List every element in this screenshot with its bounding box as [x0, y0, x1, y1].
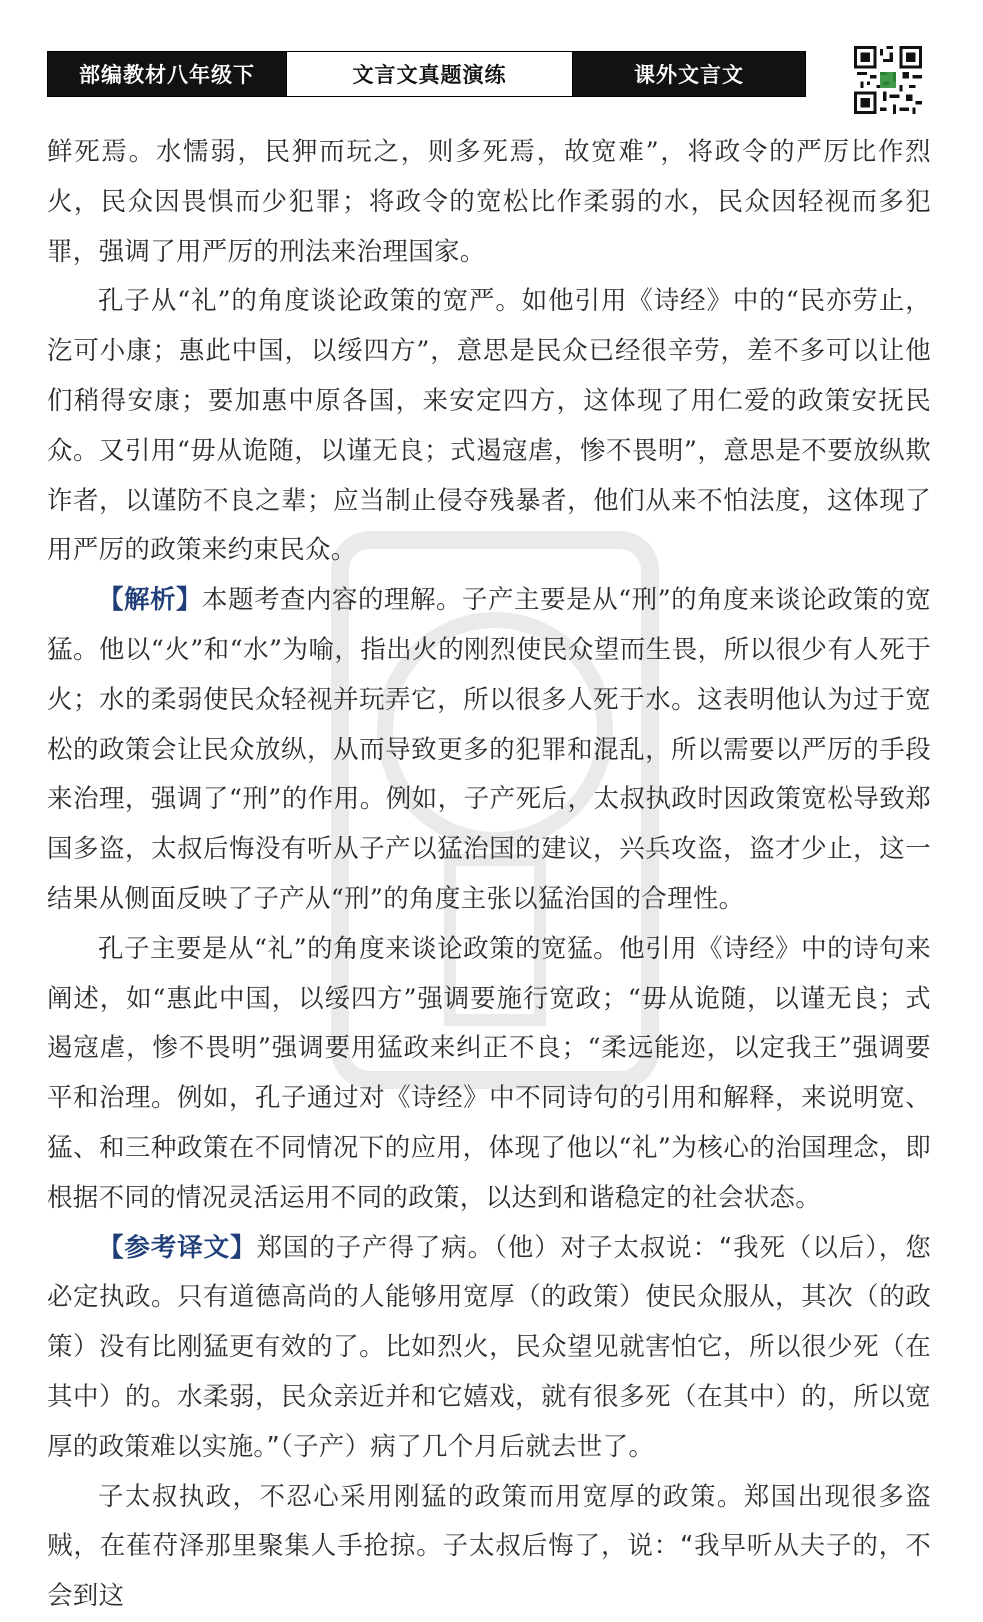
header-title: 文言文真题演练: [286, 52, 573, 96]
qr-code-icon: [854, 46, 922, 114]
paragraph-text: 本题考查内容的理解。子产主要是从“刑”的角度来谈论政策的宽猛。他以“火”和“水”为喻，指出火的刚烈使民众望而生畏，所以很少有人死于火；水的柔弱使民众轻视并玩弄它，所以很多人死于水。这表明他认为过于宽松的政策会让民众放纵，从而导致更多的犯罪和混乱，所以需要以严厉的手段来治理，强调了“刑”的作用。例如，子产死后，太叔执政时因政策宽松导致郑国多盗，太叔后悔没有听从子产以猛治国的建议，兴兵攻盗，盗才少止，这一结果从侧面反映了子产从“刑”的角度主张以猛治国的合理性。: [47, 585, 931, 914]
translation-tag: 【参考译文】: [98, 1232, 257, 1263]
paragraph-translation-cont: [47, 1473, 931, 1622]
analysis-tag: 【解析】: [98, 585, 203, 616]
paragraph-continuation: [47, 128, 931, 277]
header-category-label: 课外文言文: [573, 52, 805, 96]
paragraph-text: 子太叔执政，不忍心采用刚猛的政策而用宽厚的政策。郑国出现很多盗贼，在萑苻泽那里聚集人手抢掠。子太叔后悔了，说：“我早听从夫子的，不会到这: [47, 1481, 931, 1612]
paragraph-analysis: [47, 576, 931, 925]
article-body: [47, 128, 931, 1622]
paragraph-text: 鲜死焉。水懦弱，民狎而玩之，则多死焉，故宽难”，将政令的严厉比作烈火，民众因畏惧而少犯罪；将政令的宽松比作柔弱的水，民众因轻视而多犯罪，强调了用严厉的刑法来治理国家。: [47, 137, 931, 267]
paragraph-text: 郑国的子产得了病。（他）对子太叔说：“我死（以后），您必定执政。只有道德高尚的人能够用宽厚（的政策）使民众服从，其次（的政策）没有比刚猛更有效的了。比如烈火，民众望见就害怕它，所以很少死（在其中）的。水柔弱，民众亲近并和它嬉戏，就有很多死（在其中）的，所以宽厚的政策难以实施。”（子产）病了几个月后就去世了。: [47, 1232, 931, 1462]
paragraph-text: 孔子从“礼”的角度谈论政策的宽严。如他引用《诗经》中的“民亦劳止，汔可小康；惠此中国，以绥四方”，意思是民众已经很辛劳，差不多可以让他们稍得安康；要加惠中原各国，来安定四方，这体现了用仁爱的政策安抚民众。又引用“毋从诡随，以谨无良；式遏寇虐，惨不畏明”，意思是不要放纵欺诈者，以谨防不良之辈；应当制止侵夺残暴者，他们从来不怕法度，这体现了用严厉的政策来约束民众。: [47, 286, 931, 566]
header-bar: [47, 51, 806, 97]
paragraph-text: 孔子主要是从“礼”的角度来谈论政策的宽猛。他引用《诗经》中的诗句来阐述，如“惠此中国，以绥四方”强调要施行宽政；“毋从诡随，以谨无良；式遏寇虐，惨不畏明”强调要用猛政来纠正不良；“柔远能迩，以定我王”强调要平和治理。例如，孔子通过对《诗经》中不同诗句的引用和解释，来说明宽、猛、和三种政策在不同情况下的应用，体现了他以“礼”为核心的治国理念，即根据不同的情况灵活运用不同的政策，以达到和谐稳定的社会状态。: [47, 933, 931, 1213]
paragraph-confucius-analysis: [47, 925, 931, 1224]
header-grade-label: 部编教材八年级下: [48, 52, 286, 96]
paragraph-confucius-view: [47, 277, 931, 576]
paragraph-translation: [47, 1224, 931, 1473]
